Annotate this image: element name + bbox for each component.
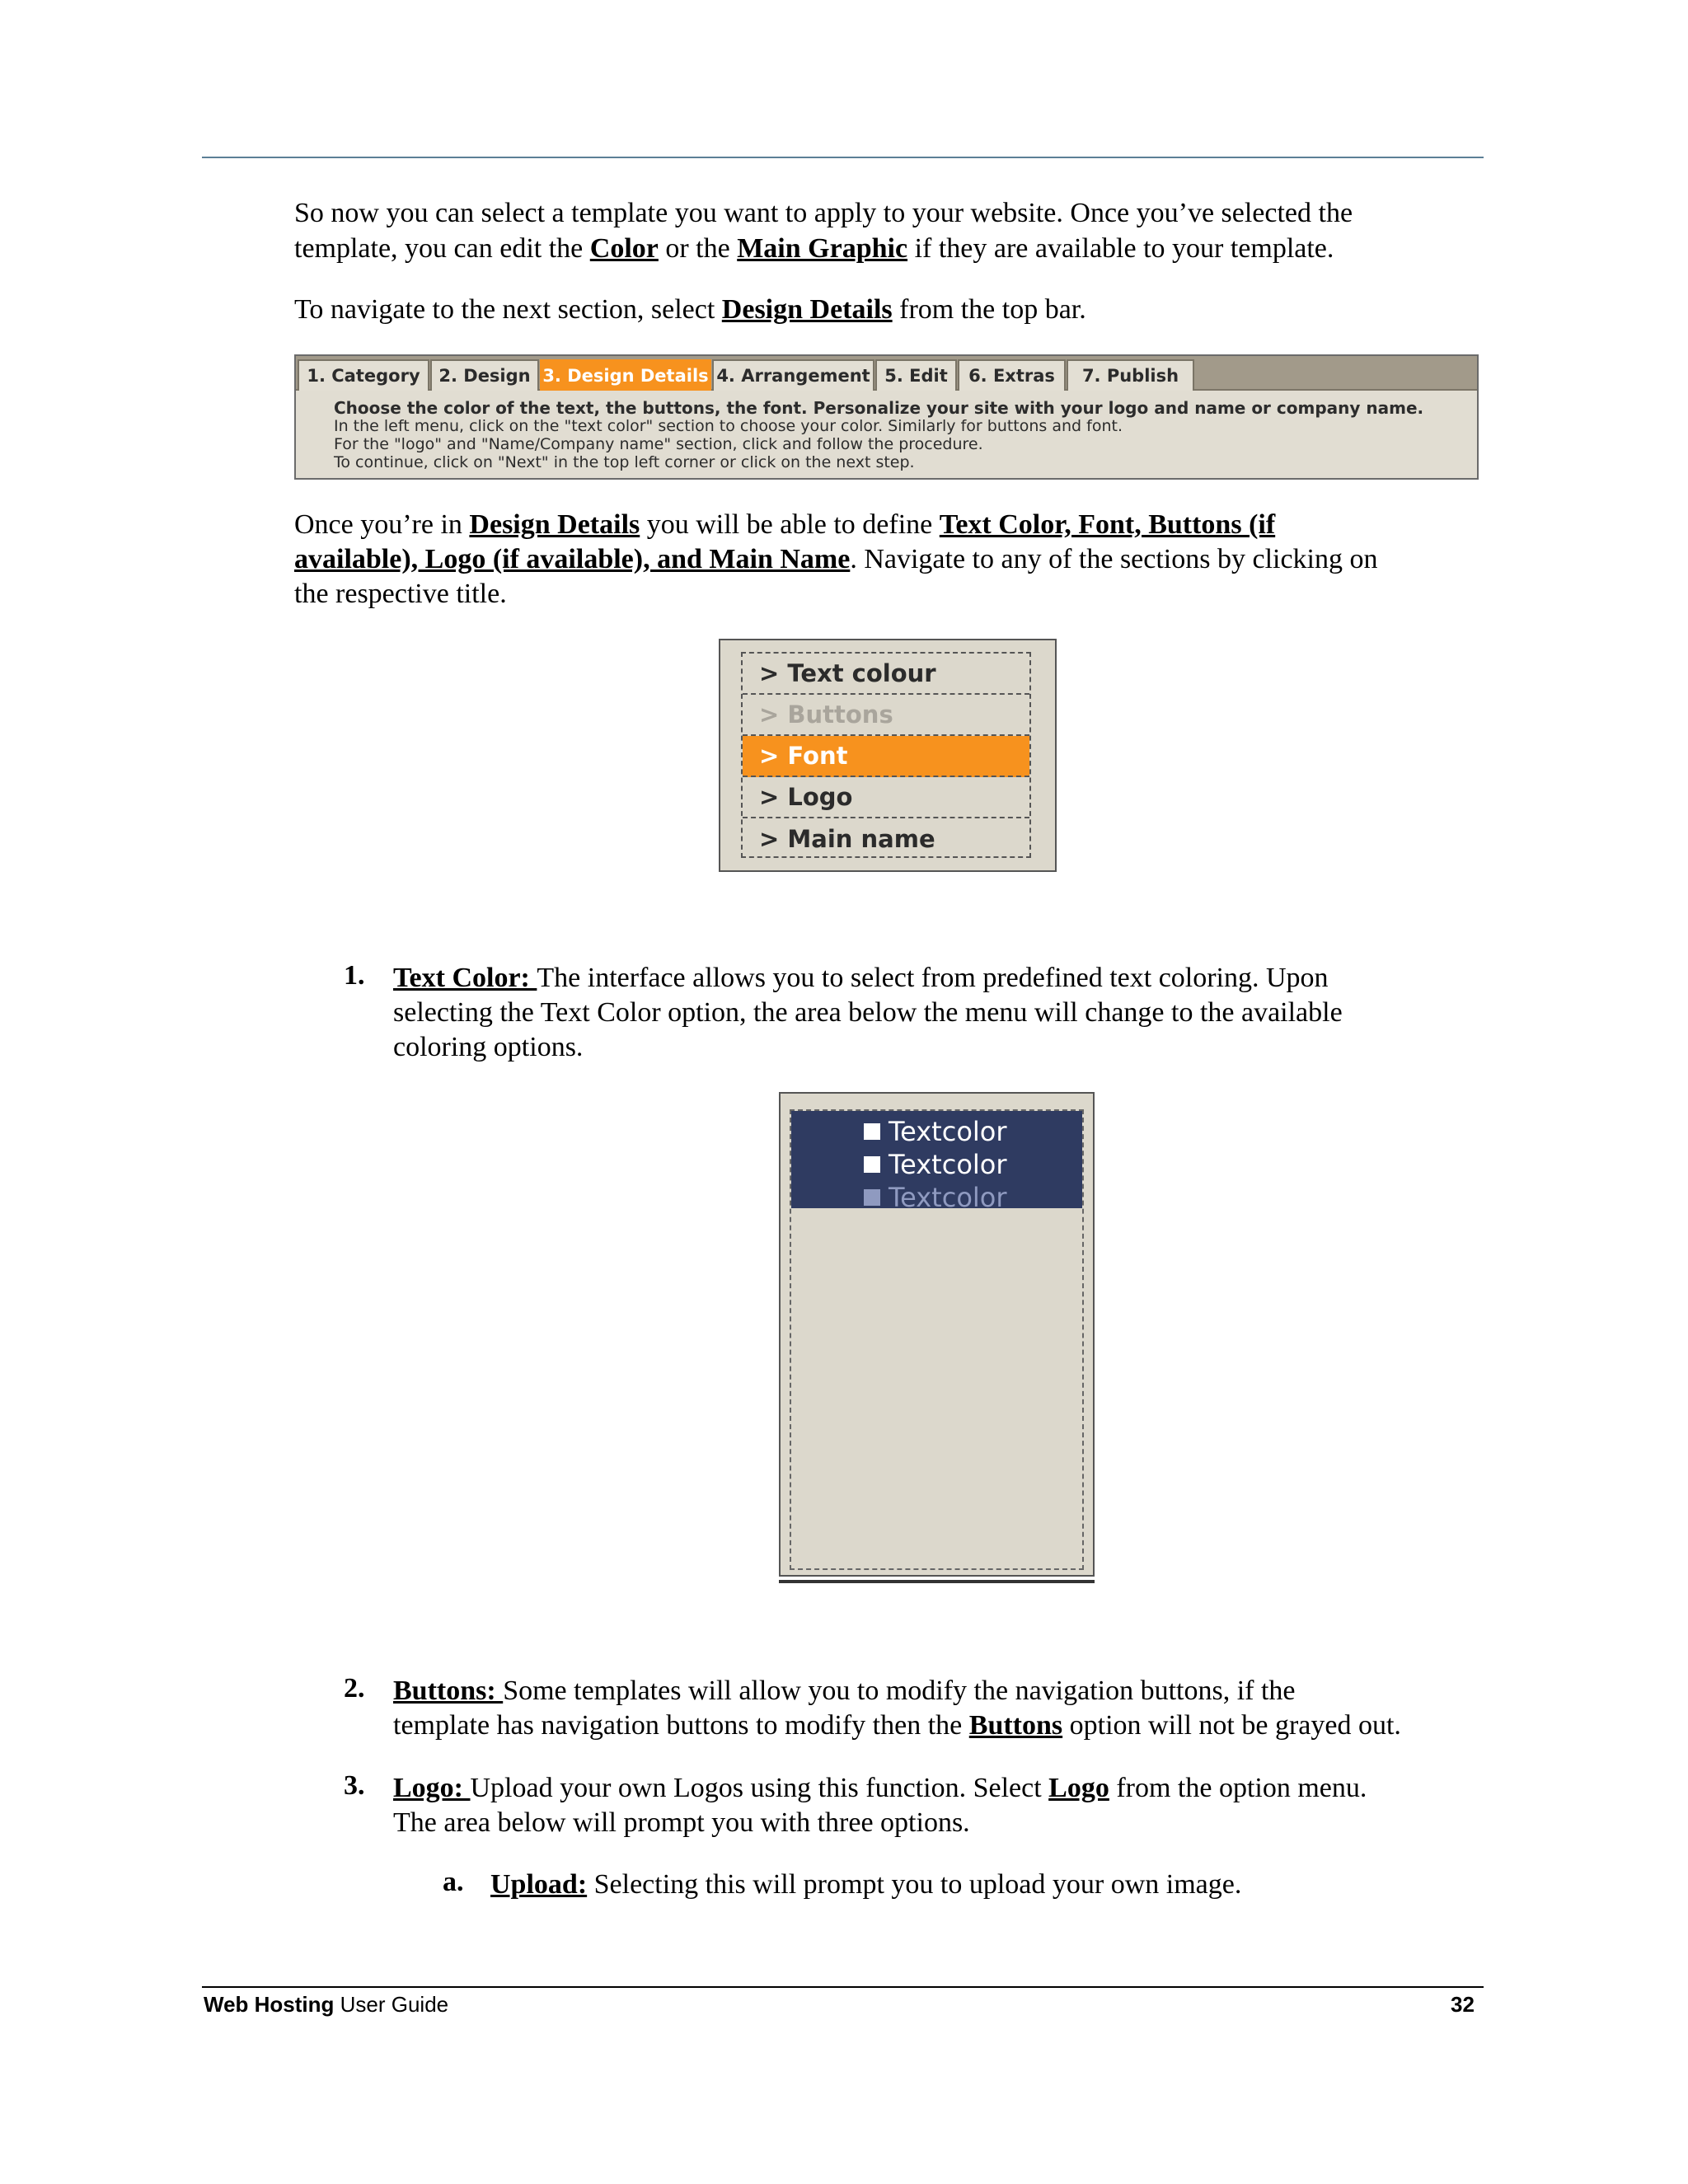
list-number-2: 2. [344, 1673, 365, 1704]
panel-underline [779, 1580, 1095, 1583]
list-letter-a: a. [443, 1867, 464, 1897]
navigate-paragraph: To navigate to the next section, select Design Details from the top bar. [294, 294, 1086, 325]
instruction-line: Choose the color of the text, the buttons, the font. Personalize your site with your logo and name or company name. [334, 398, 1424, 418]
design-details-term: Design Details [469, 509, 640, 540]
section-menu [741, 652, 1031, 858]
text-color-panel-screenshot [779, 1092, 1095, 1577]
section-menu-screenshot [719, 639, 1057, 872]
buttons-link: Buttons [968, 1710, 1063, 1741]
header-rule [202, 157, 1484, 158]
instruction-line: To continue, click on "Next" in the top left corner or click on the next step. [334, 453, 915, 471]
item2-line-1: Buttons: Some templates will allow you to modify the navigation buttons, if the [393, 1675, 1296, 1706]
define-line-2: available), Logo (if available), and Main Name. Navigate to any of the sections by clicking on [294, 544, 1378, 574]
color-swatch-icon [864, 1156, 880, 1173]
text-color-option-light[interactable]: Textcolor [864, 1149, 1007, 1180]
menu-item-logo[interactable]: > Logo [743, 777, 1029, 818]
tab-edit[interactable]: 5. Edit [875, 359, 957, 391]
item3a-line: Upload: Selecting this will prompt you to upload your own image. [490, 1869, 1242, 1900]
upload-term: Upload: [490, 1869, 588, 1900]
menu-item-buttons: > Buttons [743, 695, 1029, 736]
defined-items-term-cont: available), Logo (if available), and Main Name [294, 544, 851, 574]
text-color-term: Text Color: [393, 963, 537, 993]
menu-item-text-colour[interactable]: > Text colour [743, 654, 1029, 695]
define-line-1: Once you’re in Design Details you will be able to define Text Color, Font, Buttons (if [294, 509, 1276, 540]
buttons-term: Buttons: [393, 1675, 504, 1706]
tab-category[interactable]: 1. Category [298, 359, 429, 391]
text-color-option-white[interactable]: Textcolor [864, 1116, 1007, 1147]
instruction-line: In the left menu, click on the "text color" section to choose your color. Similarly for buttons and font. [334, 417, 1123, 435]
item1-line-1: Text Color: The interface allows you to select from predefined text coloring. Upon [393, 963, 1329, 993]
intro-line-2: template, you can edit the Color or the Main Graphic if they are available to your template. [294, 233, 1334, 264]
defined-items-term: Text Color, Font, Buttons (if [939, 509, 1276, 540]
item1-line-3: coloring options. [393, 1032, 584, 1062]
main-graphic-link: Main Graphic [737, 233, 908, 264]
instruction-line: For the "logo" and "Name/Company name" section, click and follow the procedure. [334, 435, 983, 453]
wizard-bar-screenshot [294, 354, 1479, 480]
item1-line-2: selecting the Text Color option, the area below the menu will change to the available [393, 997, 1343, 1028]
footer-title: Web Hosting User Guide [204, 1992, 449, 2017]
footer-rule [202, 1986, 1484, 1988]
color-swatch-icon [864, 1189, 880, 1206]
menu-item-font[interactable]: > Font [743, 736, 1029, 777]
menu-item-main-name[interactable]: > Main name [759, 825, 935, 853]
page-number: 32 [1451, 1992, 1475, 2017]
tab-design-details[interactable]: 3. Design Details [540, 359, 711, 391]
define-line-3: the respective title. [294, 579, 507, 609]
intro-line-1: So now you can select a template you want to apply to your website. Once you’ve selected the [294, 198, 1353, 228]
list-number-3: 3. [344, 1770, 365, 1801]
design-details-link: Design Details [721, 294, 893, 325]
tab-design[interactable]: 2. Design [430, 359, 539, 391]
item3-line-2: The area below will prompt you with three options. [393, 1807, 970, 1838]
tab-publish[interactable]: 7. Publish [1067, 359, 1194, 391]
item2-line-2: template has navigation buttons to modify then the Buttons option will not be grayed out. [393, 1710, 1401, 1741]
tab-extras[interactable]: 6. Extras [958, 359, 1066, 391]
wizard-tabs [296, 356, 1477, 391]
text-color-panel [790, 1109, 1084, 1570]
logo-term: Logo: [393, 1773, 471, 1803]
item3-line-1: Logo: Upload your own Logos using this function. Select Logo from the option menu. [393, 1773, 1367, 1803]
text-color-options [791, 1111, 1082, 1213]
list-number-1: 1. [344, 960, 365, 991]
color-swatch-icon [864, 1123, 880, 1140]
text-color-option-blue[interactable]: Textcolor [864, 1182, 1007, 1213]
logo-link: Logo [1048, 1773, 1109, 1803]
wizard-instructions [334, 399, 1423, 471]
color-link: Color [589, 233, 659, 264]
tab-arrangement[interactable]: 4. Arrangement [712, 359, 874, 391]
